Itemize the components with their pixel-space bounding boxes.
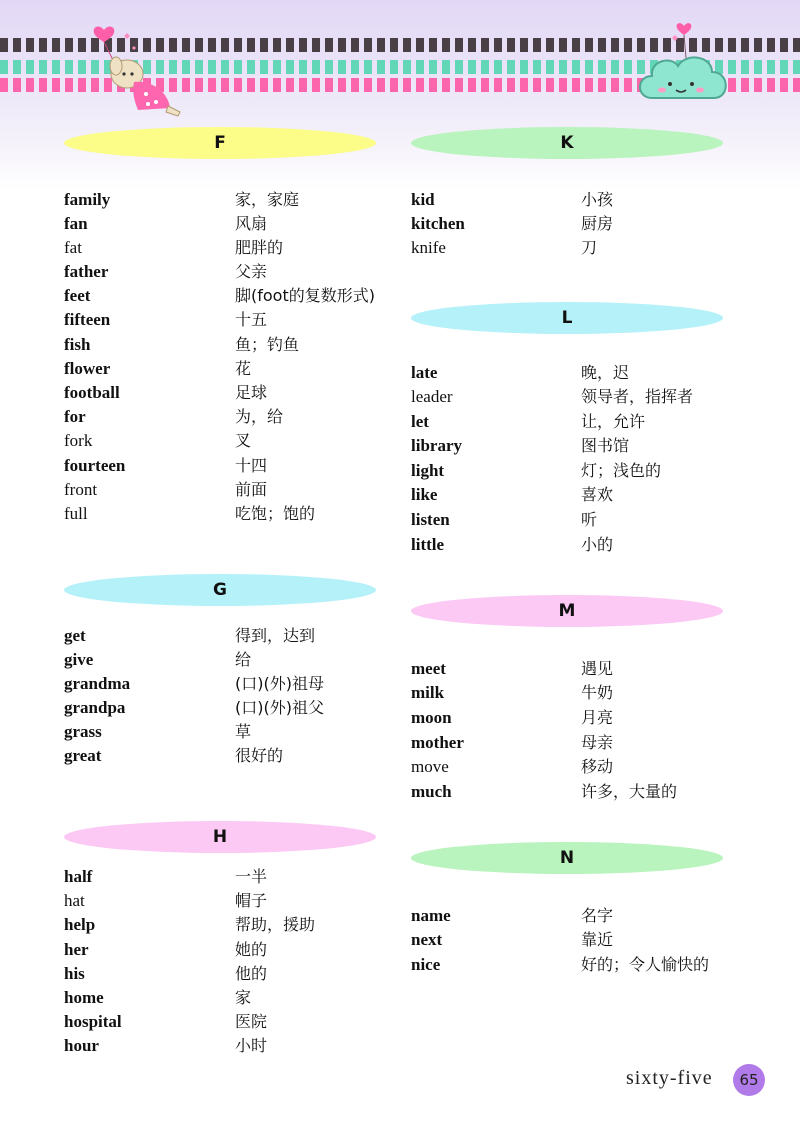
entry-meaning: 他的 [235, 964, 268, 983]
entry-meaning: 医院 [235, 1012, 268, 1031]
entry-word: for [64, 407, 86, 426]
entry-word: help [64, 915, 96, 934]
entry-word: leader [411, 387, 453, 406]
entry-word: family [64, 190, 111, 209]
entry-word: great [64, 746, 102, 765]
entry-meaning: 小时 [235, 1036, 268, 1055]
entry-meaning: 厨房 [581, 214, 614, 233]
entry-word: moon [411, 708, 452, 727]
entry-word: milk [411, 683, 445, 702]
entry-meaning: 母亲 [581, 733, 614, 752]
entry-meaning: 给 [235, 650, 252, 669]
entry-meaning: 晚，迟 [581, 363, 630, 382]
entry-meaning: 前面 [235, 480, 268, 499]
entry-meaning: 十四 [235, 456, 268, 475]
entry-word: give [64, 650, 94, 669]
entry-word: hospital [64, 1012, 122, 1031]
top-banner [0, 0, 800, 190]
entry-word: light [411, 461, 445, 480]
entry-word: like [411, 485, 438, 504]
entry-word: mother [411, 733, 464, 752]
entry-word: fat [64, 238, 82, 257]
section-header-g: G [64, 574, 376, 606]
section-header-l: L [411, 302, 723, 334]
entry-meaning: 让，允许 [581, 412, 646, 431]
entry-word: meet [411, 659, 446, 678]
entry-meaning: (口)(外)祖母 [235, 674, 324, 693]
entry-word: front [64, 480, 98, 499]
section-header-k: K [411, 127, 723, 159]
page-number-badge: 65 [733, 1064, 765, 1096]
section-header-h: H [64, 821, 376, 853]
entry-meaning: 刀 [581, 238, 598, 257]
entry-word: hat [64, 891, 85, 910]
entry-word: fourteen [64, 456, 126, 475]
entry-word: knife [411, 238, 446, 257]
entry-word: grass [64, 722, 102, 741]
entry-meaning: 靠近 [581, 930, 614, 949]
entry-word: feet [64, 286, 91, 305]
entry-meaning: 月亮 [581, 708, 614, 727]
entry-meaning: 喜欢 [581, 485, 614, 504]
entry-meaning: 领导者，指挥者 [581, 387, 694, 406]
entry-word: football [64, 383, 120, 402]
entry-meaning: 许多，大量的 [581, 782, 678, 801]
entry-word: kid [411, 190, 435, 209]
section-header-f: F [64, 127, 376, 159]
entry-meaning: 小的 [581, 535, 614, 554]
entry-meaning: 一半 [235, 867, 268, 886]
entry-meaning: 很好的 [235, 746, 284, 765]
entry-meaning: 好的；令人愉快的 [581, 955, 710, 974]
entry-meaning: 肥胖的 [235, 238, 284, 257]
entry-word: home [64, 988, 104, 1007]
entry-word: grandpa [64, 698, 126, 717]
entry-word: late [411, 363, 438, 382]
entry-word: library [411, 436, 462, 455]
entry-word: full [64, 504, 88, 523]
entry-word: his [64, 964, 85, 983]
entry-meaning: 移动 [581, 757, 614, 776]
entry-meaning: 帮助，援助 [235, 915, 316, 934]
entry-word: half [64, 867, 93, 886]
page-word: sixty-five [626, 1067, 713, 1089]
entry-word: fork [64, 431, 93, 450]
entry-word: move [411, 757, 449, 776]
entry-meaning: 叉 [235, 431, 252, 450]
entry-meaning: 灯；浅色的 [581, 461, 662, 480]
entry-meaning: 遇见 [581, 659, 614, 678]
entry-meaning: 为，给 [235, 407, 284, 426]
entry-meaning: 帽子 [235, 891, 268, 910]
entry-word: next [411, 930, 443, 949]
entry-meaning: 鱼；钓鱼 [235, 335, 300, 354]
girl-with-balloon-illustration [82, 22, 192, 122]
entry-meaning: 图书馆 [581, 436, 630, 455]
entry-word: fish [64, 335, 91, 354]
entry-word: nice [411, 955, 441, 974]
entry-word: little [411, 535, 445, 554]
entry-word: grandma [64, 674, 131, 693]
entry-word: kitchen [411, 214, 465, 233]
entry-word: let [411, 412, 429, 431]
entry-meaning: 风扇 [235, 214, 268, 233]
section-header-n: N [411, 842, 723, 874]
entry-meaning: 名字 [581, 906, 614, 925]
entry-meaning: 花 [235, 359, 252, 378]
entry-meaning: 草 [235, 722, 252, 741]
entry-meaning: 家，家庭 [235, 190, 300, 209]
entry-meaning: 听 [581, 510, 598, 529]
entry-meaning: 小孩 [581, 190, 614, 209]
entry-word: fan [64, 214, 88, 233]
entry-meaning: 吃饱；饱的 [235, 504, 316, 523]
entry-meaning: 得到，达到 [235, 626, 316, 645]
entry-word: much [411, 782, 452, 801]
entry-meaning: 父亲 [235, 262, 268, 281]
entry-word: name [411, 906, 451, 925]
entry-meaning: 脚(foot的复数形式) [235, 286, 375, 305]
entry-word: hour [64, 1036, 99, 1055]
cloud-illustration [632, 18, 736, 118]
entry-word: fifteen [64, 310, 111, 329]
entry-meaning: 家 [235, 988, 252, 1007]
entry-meaning: 牛奶 [581, 683, 614, 702]
entry-meaning: 她的 [235, 940, 268, 959]
entry-word: get [64, 626, 86, 645]
entry-meaning: (口)(外)祖父 [235, 698, 324, 717]
entry-word: listen [411, 510, 450, 529]
entry-word: flower [64, 359, 111, 378]
entry-word: her [64, 940, 89, 959]
entry-meaning: 十五 [235, 310, 268, 329]
entry-word: father [64, 262, 109, 281]
entry-meaning: 足球 [235, 383, 268, 402]
section-header-m: M [411, 595, 723, 627]
